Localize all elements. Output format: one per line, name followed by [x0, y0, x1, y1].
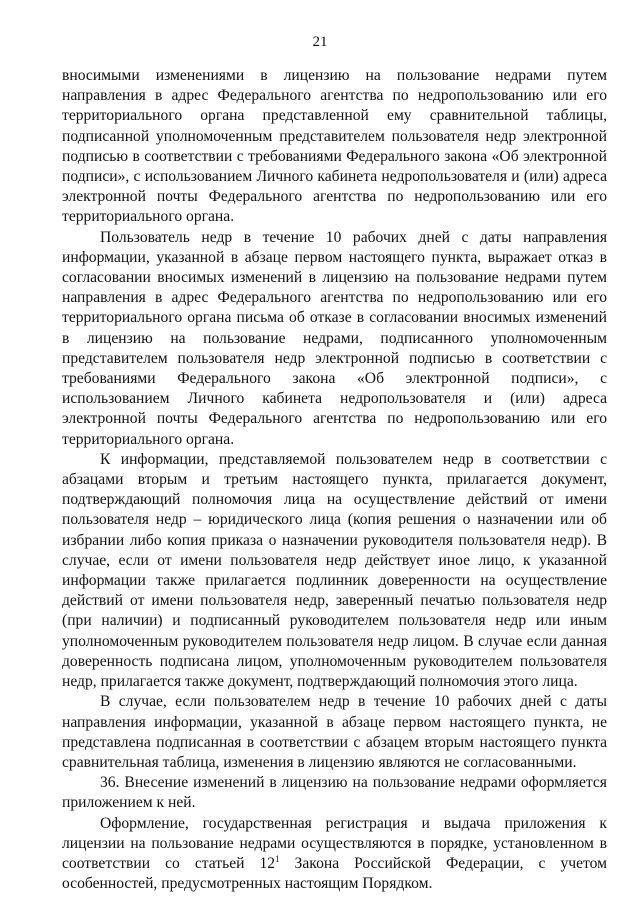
paragraph-registration — [62, 814, 607, 895]
paragraph-not-agreed: В случае, если пользователем недр в течение 10 рабочих дней с даты направления информации, указанной в абзаце первом настоящего пункта, не представлена подписанная в соответствии с абзацем вторым настоящего пункта сравнительная таблица, изменения в лицензию являются не согласованными. — [62, 693, 607, 771]
paragraph-refusal: Пользователь недр в течение 10 рабочих дней с даты направления информации, указанной в абзаце первом настоящего пункта, выражает отказ в согласовании вносимых изменений в лицензию на пользование недрами путем направления в адрес Федерального агентства по недропользованию или его территориального органа письма об отказе в согласовании вносимых изменений в лицензию на пользование недрами, подписанного уполномоченным представителем пользователя недр электронной подписью в соответствии с требованиями Федерального закона «Об электронной подписи», с использованием Личного кабинета недропользователя и (или) адреса электронной почты Федерального агентства по недропользованию или его территориального органа. — [62, 228, 607, 448]
paragraph-registration-text-after: Закона Российской Федерации, с учетом особенностей, предусмотренных настоящим Порядком. — [62, 854, 607, 893]
paragraph-registration-text-before: Оформление, государственная регистрация и выдача приложения к лицензии на пользование недрами осуществляются в порядке, установленном в соответствии со статьей 12 — [62, 814, 607, 872]
article-superscript: 1 — [275, 853, 280, 864]
document-body — [62, 66, 607, 894]
paragraph-item-36: 36. Внесение изменений в лицензию на пользование недрами оформляется приложением к ней. — [62, 774, 607, 812]
page-number: 21 — [312, 34, 328, 50]
paragraph-continuation: вносимыми изменениями в лицензию на пользование недрами путем направления в адрес Федерального агентства по недропользованию или его территориального органа представленной ему сравнительной таблицы, подписанной уполномоченным представителем пользователя недр электронной подписью в соответствии с требованиями Федерального закона «Об электронной подписи», с использованием Личного кабинета недропользователя и (или) адреса электронной почты Федерального агентства по недропользованию или его территориального органа. — [62, 67, 607, 226]
paragraph-attachments: К информации, представляемой пользователем недр в соответствии с абзацами вторым и третьим настоящего пункта, прилагается документ, подтверждающий полномочия лица на осуществление действий от имени пользователя недр – юридического лица (копия решения о назначении или об избрании либо копия приказа о назначении руководителя пользователя недр). В случае, если от имени пользователя недр действует иное лицо, к указанной информации также прилагается подлинник доверенности на осуществление действий от имени пользователя недр, заверенный печатью пользователя недр (при наличии) и подписанный руководителем пользователя недр или иным уполномоченным руководителем пользователя недр лицом. В случае если данная доверенность подписана лицом, уполномоченным руководителем пользователя недр, прилагается также документ, подтверждающий полномочия этого лица. — [62, 450, 607, 691]
